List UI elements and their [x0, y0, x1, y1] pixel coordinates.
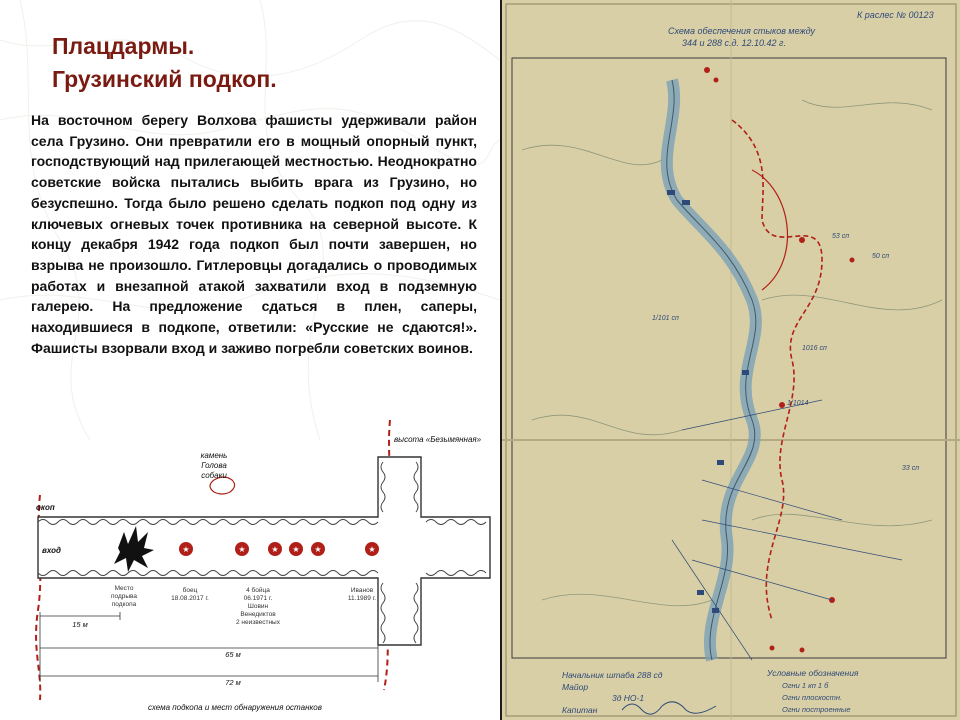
unit-label-101: 1/101 сп: [652, 315, 679, 322]
distance-65-label: 65 м: [225, 650, 241, 659]
explosion-place-label: Место подрыва подкопа: [110, 585, 138, 608]
footer-line-3: 3д НО-1: [612, 693, 645, 703]
footer-line-4: Капитан: [562, 705, 598, 715]
historic-map: [502, 0, 960, 720]
footer-line-1: Начальник штаба 288 сд: [562, 670, 663, 680]
height-label: высота «Безымянная»: [394, 435, 482, 444]
fighter-group-label: 4 бойца 06.1971 г. Шовин Венедиктов 2 неизвестных: [236, 587, 280, 626]
title-line-1: Плацдармы.: [52, 33, 195, 59]
star-marker-6: [365, 542, 379, 556]
legend-title: Условные обозначения: [767, 668, 859, 678]
scheme-caption: схема подкопа и мест обнаружения останков: [148, 703, 322, 712]
stone-label: камень Голова собаки: [200, 451, 228, 480]
unit-label-50: 50 сп: [872, 253, 890, 260]
svg-text:★: ★: [271, 545, 279, 554]
svg-text:★: ★: [182, 545, 190, 554]
entrance-label: вход: [42, 546, 61, 555]
tunnel-scheme: [28, 420, 503, 720]
star-marker-5: [311, 542, 325, 556]
star-marker-4: [289, 542, 303, 556]
unit-label-33: 33 сп: [902, 465, 920, 472]
legend-item-3: Огни построенные: [782, 705, 851, 714]
unit-label-1016: 1016 сп: [802, 345, 827, 352]
svg-text:★: ★: [314, 545, 322, 554]
star-marker-1: [179, 542, 193, 556]
unit-label-1014: 1/1014: [787, 400, 809, 407]
title-line-2: Грузинский подкоп.: [52, 66, 277, 92]
star-marker-3: [268, 542, 282, 556]
svg-text:★: ★: [368, 545, 376, 554]
map-stamp: К раслес № 00123: [857, 10, 934, 20]
trench-label: окоп: [36, 503, 55, 512]
distance-72-label: 72 м: [225, 678, 241, 687]
svg-text:★: ★: [292, 545, 300, 554]
body-paragraph: На восточном берегу Волхова фашисты удерживали район села Грузино. Они превратили его в мощный опорный пункт, господствующий над прилегающей местностью. Неоднократно советские войска пытались выбить врага из Грузино, но безуспешно. Тогда было решено сделать подкоп под одну из ключевых огневых точек противника на северной высоте. К концу декабря 1942 года подкоп был почти завершен, но взрыва не произошло. Гитлеровцы догадались о проводимых работах и внезапной атакой захватили вход в подземную галерею. На предложение сдаться в плен, саперы, находившиеся в подкопе, ответили: «Русские не сдаются!». Фашисты взорвали вход и заживо погребли советских воинов.: [31, 112, 477, 356]
footer-line-2: Майор: [562, 682, 589, 692]
page-title: [52, 30, 277, 96]
unit-label-53: 53 сп: [832, 233, 850, 240]
fighter1-label: боец 18.08.2017 г.: [171, 587, 209, 602]
legend-item-2: Огни плоскостн.: [782, 693, 843, 702]
legend-item-1: Огни 1 кп 1 б: [782, 681, 829, 690]
distance-15-label: 15 м: [72, 620, 88, 629]
svg-text:★: ★: [238, 545, 246, 554]
fighter3-label: Иванов 11.1989 г.: [347, 587, 377, 602]
star-marker-2: [235, 542, 249, 556]
map-title: Схема обеспечения стыков между 344 и 288 с.д. 12.10.42 г.: [668, 26, 816, 48]
